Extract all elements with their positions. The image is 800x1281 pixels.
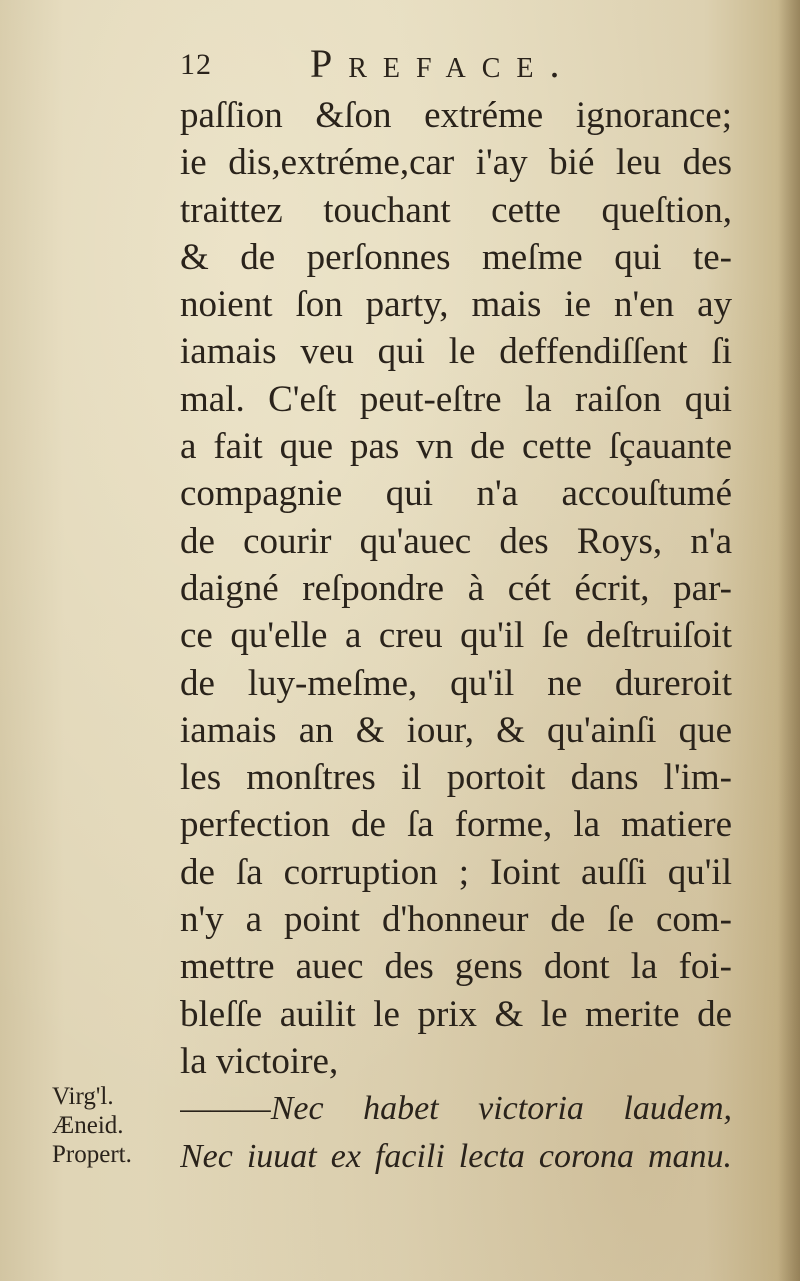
running-head: [180, 40, 740, 90]
page-edge-shadow: [778, 0, 800, 1281]
citation-line: Æneid.: [52, 1112, 124, 1139]
text-line: la victoire,: [180, 1040, 339, 1082]
text-line: ie dis,extréme,car i'ay bié leu des: [180, 142, 732, 184]
text-line: traittez touchant cette queſtion,: [180, 189, 732, 231]
verse-line: Nec iuuat ex facili lecta corona manu.: [180, 1137, 732, 1175]
text-line: de ſa corruption ; Ioint auſſi qu'il: [180, 851, 732, 893]
body-text: [180, 92, 732, 1180]
text-line: noient ſon party, mais ie n'en ay: [180, 284, 732, 326]
text-line: n'y a point d'honneur de ſe com-: [180, 899, 732, 941]
text-line: perfection de ſa forme, la matiere: [180, 804, 732, 846]
text-line: les monſtres il portoit dans l'im-: [180, 757, 732, 799]
citation-line: Virg'l.: [52, 1083, 114, 1110]
margin-citation: [52, 1082, 172, 1169]
page-number: 12: [180, 48, 212, 81]
text-line: mal. C'eſt peut-eſtre la raiſon qui: [180, 378, 732, 420]
text-line: iamais veu qui le deffendiſſent ſi: [180, 331, 732, 373]
text-line: a fait que pas vn de cette ſçauante: [180, 426, 732, 468]
citation-line: Propert.: [52, 1141, 132, 1168]
text-line: de luy-meſme, qu'il ne dureroit: [180, 662, 732, 704]
text-line: mettre auec des gens dont la foi-: [180, 946, 732, 988]
verse-line: ———Nec habet victoria laudem,: [180, 1090, 732, 1128]
text-line: de courir qu'auec des Roys, n'a: [180, 520, 732, 562]
text-line: daigné reſpondre à cét écrit, par-: [180, 567, 732, 609]
text-line: iamais an & iour, & qu'ainſi que: [180, 709, 732, 751]
text-line: compagnie qui n'a accouſtumé: [180, 473, 732, 515]
text-line: ce qu'elle a creu qu'il ſe deſtruiſoit: [180, 615, 732, 657]
text-line: & de perſonnes meſme qui te-: [180, 236, 732, 278]
text-line: paſſion &ſon extréme ignorance;: [180, 95, 732, 136]
text-line: bleſſe auilit le prix & le merite de: [180, 993, 732, 1035]
running-head-title: Preface.: [310, 41, 576, 86]
